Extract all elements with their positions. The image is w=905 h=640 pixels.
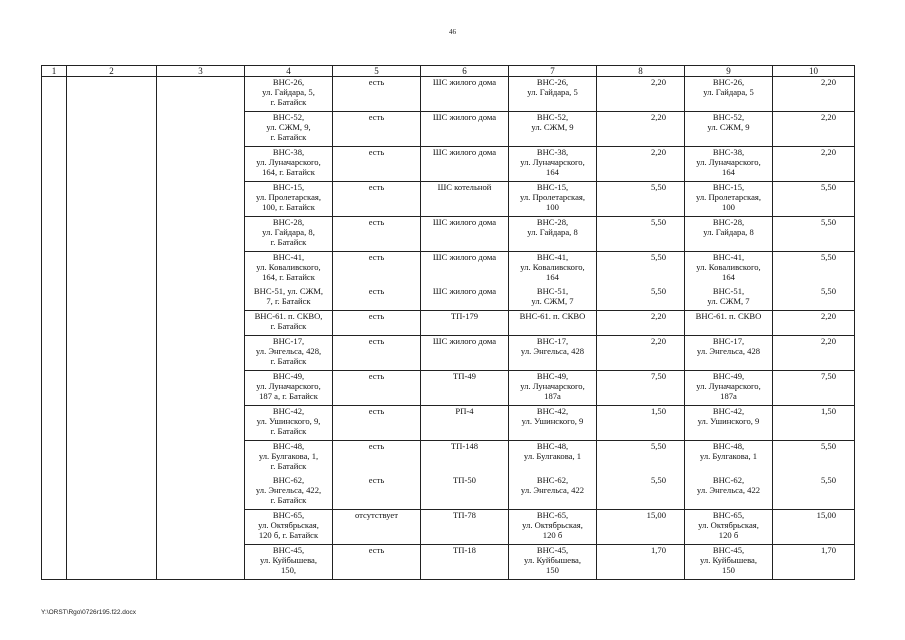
table-cell-c10: 2,20 [773, 147, 855, 182]
empty-cell [42, 406, 67, 441]
empty-cell [157, 217, 245, 252]
table-cell-c4: ВНС-61. п. СКВО, г. Батайск [245, 311, 333, 336]
empty-cell [67, 475, 157, 510]
table-cell-c10: 1,70 [773, 545, 855, 580]
table-cell-c7: ВНС-17, ул. Энгельса, 428 [509, 336, 597, 371]
table-cell-c7: ВНС-38, ул. Луначарского, 164 [509, 147, 597, 182]
table-cell-c6: ШС жилого дома [421, 77, 509, 112]
table-cell-c9: ВНС-65, ул. Октябрьская, 120 б [685, 510, 773, 545]
empty-cell [42, 311, 67, 336]
table-row [42, 77, 855, 112]
empty-cell [42, 475, 67, 510]
table-cell-c5: есть [333, 286, 421, 311]
table-cell-c8: 15,00 [597, 510, 685, 545]
table-cell-c6: ТП-50 [421, 475, 509, 510]
table-row [42, 336, 855, 371]
empty-cell [42, 147, 67, 182]
table-cell-c5: есть [333, 147, 421, 182]
table-row [42, 182, 855, 217]
empty-cell [67, 336, 157, 371]
table-cell-c5: есть [333, 371, 421, 406]
table-cell-c8: 1,50 [597, 406, 685, 441]
table-row [42, 475, 855, 510]
empty-cell [157, 77, 245, 112]
table-cell-c8: 5,50 [597, 286, 685, 311]
table-cell-c10: 2,20 [773, 112, 855, 147]
empty-cell [67, 441, 157, 476]
empty-cell [157, 371, 245, 406]
table-row [42, 112, 855, 147]
table-row [42, 252, 855, 287]
table-row [42, 147, 855, 182]
empty-cell [157, 286, 245, 311]
table-cell-c4: ВНС-62, ул. Энгельса, 422, г. Батайск [245, 475, 333, 510]
empty-cell [67, 252, 157, 287]
table-cell-c5: есть [333, 336, 421, 371]
table-row [42, 510, 855, 545]
empty-cell [42, 336, 67, 371]
empty-cell [157, 252, 245, 287]
table-cell-c9: ВНС-38, ул. Луначарского, 164 [685, 147, 773, 182]
table-cell-c8: 2,20 [597, 112, 685, 147]
table-cell-c4: ВНС-28, ул. Гайдара, 8, г. Батайск [245, 217, 333, 252]
empty-cell [42, 77, 67, 112]
table-cell-c4: ВНС-42, ул. Ушинского, 9, г. Батайск [245, 406, 333, 441]
empty-cell [157, 475, 245, 510]
table-header-row [42, 66, 855, 77]
empty-cell [67, 311, 157, 336]
column-header: 10 [773, 66, 855, 77]
column-header: 6 [421, 66, 509, 77]
empty-cell [42, 252, 67, 287]
table-cell-c4: ВНС-17, ул. Энгельса, 428, г. Батайск [245, 336, 333, 371]
empty-cell [157, 336, 245, 371]
table-cell-c6: ТП-148 [421, 441, 509, 476]
table-cell-c5: есть [333, 406, 421, 441]
table-cell-c8: 2,20 [597, 336, 685, 371]
table-cell-c8: 5,50 [597, 182, 685, 217]
table-cell-c9: ВНС-51, ул. СЖМ, 7 [685, 286, 773, 311]
table-cell-c4: ВНС-41, ул. Коваливского, 164, г. Батайск [245, 252, 333, 287]
empty-cell [157, 112, 245, 147]
table-cell-c5: есть [333, 182, 421, 217]
table-cell-c9: ВНС-49, ул. Луначарского, 187а [685, 371, 773, 406]
empty-cell [67, 217, 157, 252]
table-cell-c4: ВНС-38, ул. Луначарского, 164, г. Батайск [245, 147, 333, 182]
table-cell-c4: ВНС-65, ул. Октябрьская, 120 б, г. Батайск [245, 510, 333, 545]
table-cell-c10: 2,20 [773, 311, 855, 336]
empty-cell [67, 286, 157, 311]
empty-cell [157, 441, 245, 476]
empty-cell [157, 510, 245, 545]
column-header: 5 [333, 66, 421, 77]
table-cell-c4: ВНС-49, ул. Луначарского, 187 а, г. Батайск [245, 371, 333, 406]
empty-cell [42, 286, 67, 311]
table-cell-c10: 5,50 [773, 182, 855, 217]
empty-cell [42, 371, 67, 406]
table-cell-c7: ВНС-65, ул. Октябрьская, 120 б [509, 510, 597, 545]
column-header: 3 [157, 66, 245, 77]
table-row [42, 217, 855, 252]
table-cell-c6: ШС жилого дома [421, 286, 509, 311]
table-cell-c5: есть [333, 475, 421, 510]
table-cell-c9: ВНС-15, ул. Пролетарская, 100 [685, 182, 773, 217]
table-cell-c9: ВНС-61. п. СКВО [685, 311, 773, 336]
table-cell-c10: 2,20 [773, 77, 855, 112]
table-cell-c7: ВНС-61. п. СКВО [509, 311, 597, 336]
empty-cell [42, 182, 67, 217]
table-cell-c7: ВНС-49, ул. Луначарского, 187а [509, 371, 597, 406]
table-cell-c6: ТП-18 [421, 545, 509, 580]
table-cell-c7: ВНС-45, ул. Куйбышева, 150 [509, 545, 597, 580]
table-cell-c5: есть [333, 441, 421, 476]
empty-cell [67, 510, 157, 545]
table-cell-c6: ШС котельной [421, 182, 509, 217]
table-cell-c4: ВНС-15, ул. Пролетарская, 100, г. Батайск [245, 182, 333, 217]
table-cell-c8: 2,20 [597, 77, 685, 112]
empty-cell [67, 112, 157, 147]
empty-cell [67, 77, 157, 112]
table-cell-c5: есть [333, 77, 421, 112]
column-header: 2 [67, 66, 157, 77]
table-row [42, 286, 855, 311]
column-header: 7 [509, 66, 597, 77]
table-cell-c7: ВНС-41, ул. Коваливского, 164 [509, 252, 597, 287]
table-row [42, 545, 855, 580]
table-cell-c6: РП-4 [421, 406, 509, 441]
empty-cell [42, 441, 67, 476]
table-cell-c9: ВНС-41, ул. Коваливского, 164 [685, 252, 773, 287]
data-table [41, 65, 855, 580]
table-cell-c8: 2,20 [597, 147, 685, 182]
table-cell-c7: ВНС-62, ул. Энгельса, 422 [509, 475, 597, 510]
table-cell-c9: ВНС-45, ул. Куйбышева, 150 [685, 545, 773, 580]
table-cell-c5: отсутствует [333, 510, 421, 545]
table-cell-c9: ВНС-52, ул. СЖМ, 9 [685, 112, 773, 147]
table-cell-c5: есть [333, 252, 421, 287]
table-cell-c6: ШС жилого дома [421, 217, 509, 252]
column-header: 4 [245, 66, 333, 77]
table-cell-c10: 15,00 [773, 510, 855, 545]
table-cell-c9: ВНС-17, ул. Энгельса, 428 [685, 336, 773, 371]
table-cell-c10: 5,50 [773, 475, 855, 510]
table-cell-c6: ШС жилого дома [421, 336, 509, 371]
table-cell-c10: 1,50 [773, 406, 855, 441]
file-path-footer: Y:\ORST\Rgo\0726r195.f22.docx [41, 609, 137, 616]
table-cell-c8: 5,50 [597, 441, 685, 476]
table-cell-c7: ВНС-51, ул. СЖМ, 7 [509, 286, 597, 311]
table-cell-c7: ВНС-15, ул. Пролетарская, 100 [509, 182, 597, 217]
table-cell-c6: ТП-78 [421, 510, 509, 545]
table-cell-c8: 2,20 [597, 311, 685, 336]
empty-cell [157, 182, 245, 217]
empty-cell [42, 510, 67, 545]
table-cell-c5: есть [333, 545, 421, 580]
table-cell-c7: ВНС-28, ул. Гайдара, 8 [509, 217, 597, 252]
column-header: 8 [597, 66, 685, 77]
empty-cell [157, 406, 245, 441]
table-row [42, 311, 855, 336]
empty-cell [67, 371, 157, 406]
table-cell-c10: 2,20 [773, 336, 855, 371]
empty-cell [67, 406, 157, 441]
table-cell-c6: ШС жилого дома [421, 252, 509, 287]
table-cell-c8: 7,50 [597, 371, 685, 406]
empty-cell [42, 545, 67, 580]
table-row [42, 441, 855, 476]
table-row [42, 406, 855, 441]
page-number: 46 [449, 28, 456, 36]
table-cell-c5: есть [333, 112, 421, 147]
table-cell-c9: ВНС-26, ул. Гайдара, 5 [685, 77, 773, 112]
table-cell-c6: ТП-179 [421, 311, 509, 336]
table-cell-c4: ВНС-51, ул. СЖМ, 7, г. Батайск [245, 286, 333, 311]
empty-cell [42, 217, 67, 252]
table-cell-c10: 5,50 [773, 217, 855, 252]
column-header: 1 [42, 66, 67, 77]
table-cell-c7: ВНС-26, ул. Гайдара, 5 [509, 77, 597, 112]
table-cell-c8: 5,50 [597, 252, 685, 287]
table-cell-c8: 1,70 [597, 545, 685, 580]
table-cell-c4: ВНС-52, ул. СЖМ, 9, г. Батайск [245, 112, 333, 147]
column-header: 9 [685, 66, 773, 77]
empty-cell [157, 147, 245, 182]
table-cell-c7: ВНС-52, ул. СЖМ, 9 [509, 112, 597, 147]
table-cell-c9: ВНС-62, ул. Энгельса, 422 [685, 475, 773, 510]
table-cell-c4: ВНС-48, ул. Булгакова, 1, г. Батайск [245, 441, 333, 476]
empty-cell [67, 147, 157, 182]
table-cell-c6: ТП-49 [421, 371, 509, 406]
table-cell-c10: 7,50 [773, 371, 855, 406]
table-cell-c9: ВНС-42, ул. Ушинского, 9 [685, 406, 773, 441]
empty-cell [157, 311, 245, 336]
table-cell-c8: 5,50 [597, 217, 685, 252]
empty-cell [67, 182, 157, 217]
empty-cell [42, 112, 67, 147]
table-cell-c6: ШС жилого дома [421, 112, 509, 147]
table-cell-c5: есть [333, 311, 421, 336]
table-cell-c8: 5,50 [597, 475, 685, 510]
empty-cell [67, 545, 157, 580]
empty-cell [157, 545, 245, 580]
table-cell-c6: ШС жилого дома [421, 147, 509, 182]
table-cell-c10: 5,50 [773, 441, 855, 476]
table-cell-c9: ВНС-28, ул. Гайдара, 8 [685, 217, 773, 252]
table-cell-c7: ВНС-42, ул. Ушинского, 9 [509, 406, 597, 441]
table-cell-c9: ВНС-48, ул. Булгакова, 1 [685, 441, 773, 476]
table-cell-c10: 5,50 [773, 252, 855, 287]
table-cell-c10: 5,50 [773, 286, 855, 311]
table-cell-c4: ВНС-45, ул. Куйбышева, 150, [245, 545, 333, 580]
table-row [42, 371, 855, 406]
table-cell-c4: ВНС-26, ул. Гайдара, 5, г. Батайск [245, 77, 333, 112]
table-cell-c7: ВНС-48, ул. Булгакова, 1 [509, 441, 597, 476]
table-cell-c5: есть [333, 217, 421, 252]
